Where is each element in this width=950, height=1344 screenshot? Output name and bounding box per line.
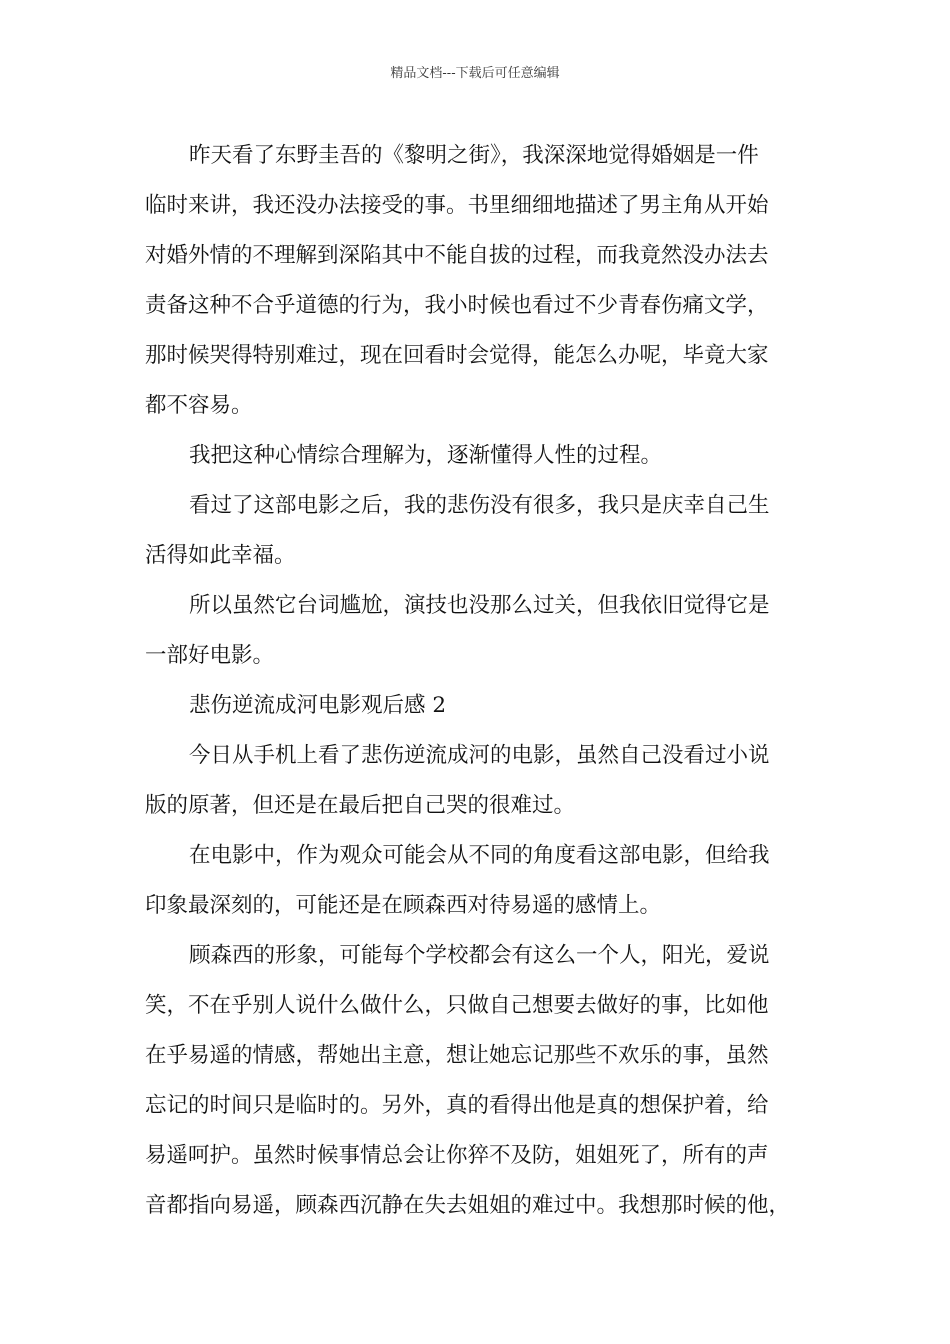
text-line: 对婚外情的不理解到深陷其中不能自拔的过程，而我竟然没办法去 <box>145 243 769 268</box>
text-line: 都不容易。 <box>145 393 253 418</box>
text-line: 一部好电影。 <box>145 643 275 668</box>
text-line: 音都指向易遥，顾森西沉静在失去姐姐的难过中。我想那时候的他， <box>145 1193 791 1218</box>
text-line: 在电影中，作为观众可能会从不同的角度看这部电影，但给我 <box>189 843 770 868</box>
text-line: 笑，不在乎别人说什么做什么，只做自己想要去做好的事，比如他 <box>145 993 769 1018</box>
text-line: 活得如此幸福。 <box>145 543 296 568</box>
text-line: 所以虽然它台词尴尬，演技也没那么过关，但我依旧觉得它是 <box>189 593 770 618</box>
text-line: 看过了这部电影之后，我的悲伤没有很多，我只是庆幸自己生 <box>189 493 770 518</box>
text-line: 易遥呵护。虽然时候事情总会让你猝不及防，姐姐死了，所有的声 <box>145 1143 769 1168</box>
text-line: 责备这种不合乎道德的行为，我小时候也看过不少青春伤痛文学， <box>145 293 769 318</box>
text-line: 忘记的时间只是临时的。另外，真的看得出他是真的想保护着，给 <box>145 1093 769 1118</box>
document-body <box>145 131 825 1231</box>
page-header: 精品文档---下载后可任意编辑 <box>390 66 560 81</box>
text-line: 那时候哭得特别难过，现在回看时会觉得，能怎么办呢，毕竟大家 <box>145 343 769 368</box>
text-line: 今日从手机上看了悲伤逆流成河的电影，虽然自己没看过小说 <box>189 743 770 768</box>
text-line: 临时来讲，我还没办法接受的事。书里细细地描述了男主角从开始 <box>145 193 769 218</box>
text-line: 顾森西的形象，可能每个学校都会有这么一个人，阳光，爱说 <box>189 943 770 968</box>
text-line: 版的原著，但还是在最后把自己哭的很难过。 <box>145 793 576 818</box>
text-line: 昨天看了东野圭吾的《黎明之街》，我深深地觉得婚姻是一件 <box>189 143 759 168</box>
text-line: 我把这种心情综合理解为，逐渐懂得人性的过程。 <box>189 443 663 468</box>
text-line: 在乎易遥的情感，帮她出主意，想让她忘记那些不欢乐的事，虽然 <box>145 1043 769 1068</box>
text-line: 悲伤逆流成河电影观后感 2 <box>189 693 447 718</box>
text-line: 印象最深刻的，可能还是在顾森西对待易遥的感情上。 <box>145 893 662 918</box>
